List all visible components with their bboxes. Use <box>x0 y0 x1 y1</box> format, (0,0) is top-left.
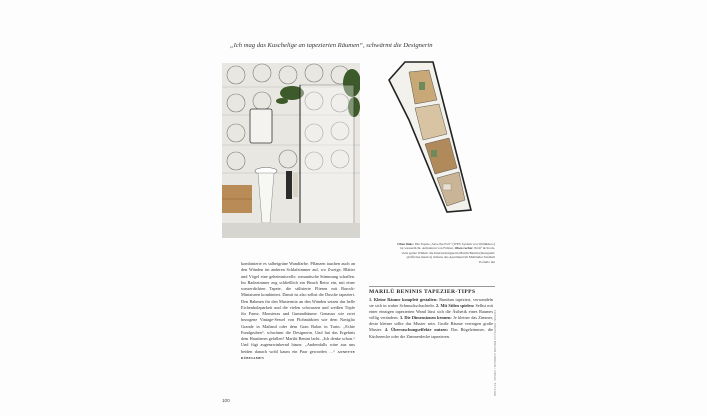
pull-quote: „Ich mag das Kuschelige an tapezierten Räumen“, schwärmt die Designerin <box>230 42 433 49</box>
tips-list <box>369 297 493 340</box>
image-caption <box>395 242 495 264</box>
tip-4-title: 4. Überraschungseffekte nutzen: <box>384 327 449 333</box>
tips-heading: MARILÙ BENINIS TAPEZIER-TIPPS <box>369 286 495 295</box>
tip-4-text: Das Bügelzimmer, die Küchenecke oder die Zimmerdecke tapezieren. <box>369 327 493 339</box>
author-signoff: ANNETTE RÜBESAMEN <box>241 349 356 360</box>
article-paragraph: kombinierte es salbeigrüne Wandfarbe. Pflanzen tauchen auch an den Wänden im anderen Schlafzimmer auf, wo Zweige, Blätter und Vögel eine geheimnisvolle, romantische Stimmung schaffen. Im Badezimmer zog schließlich ein Hauch Retro ein, mit einer wasserdichten Tapete, die stilisierte Fliesen mit Barock-Miniaturen kombiniert. Damit ist also selbst die Dusche tapeziert. Den Rahmen für den Mustermix an den Wänden setzen das helle Eichenholzparkett und die vielen schwarzen und weißen Töpfe für Farne, Monsteras und Gummibäume. Genauso wie zwei bezogene Vintage-Sessel von Flohmärkten wie dem Naviglio Grande in Mailand oder dem Gran Balon in Turin. „Echte Fundgruben“, schwärmt die Designerin. Und hat das Ergebnis dem Hausherrn gefallen? Marilù Benini lacht. „Ich denke schon.“ Und fügt augenzwinkernd hinzu: „Andernfalls wäre aus uns beiden danach wohl kaum ein Paar geworden …“ <box>241 261 355 354</box>
caption-lead-left: Oben links: <box>397 242 415 246</box>
tip-3-text: Je kleiner das Zimmer, desto kleiner sollte das Muster sein. Große Räume vertragen große Muster. <box>369 315 494 333</box>
caption-text-right: 84 m² & Stock, viele spitze Winkel: die Interiordesignerin Marilù Benini (Instagram: @officina.interior) richtete das Apartment im Mailänder Stadtteil Portello ein <box>401 246 495 264</box>
photo-credit: FOTOS: PORTELLO BRUNO GIORGIO / ODIAN, STYLING <box>493 310 497 397</box>
tip-1-title: 1. Kleine Räume komplett gestalten: <box>369 297 438 302</box>
bathroom-photo <box>222 63 360 238</box>
floor-plan <box>385 60 475 215</box>
tip-1-text: Rundum tapeziert, verwandeln sie sich in wahre Schmuckschachteln. <box>369 297 493 309</box>
tip-2-text: Selbst mit einer einzigen tapezierten Wand lässt sich die Ästhetik eines Raumes völlig verändern. <box>369 303 494 321</box>
page-number: 100 <box>222 398 230 403</box>
tip-2-title: 2. Mit Stilen spielen: <box>436 303 475 309</box>
caption-text-left: Die Tapete „Save the Fact“ (WET-System von Wall&deco) ist wasserdicht. Armaturen von Fallout. <box>400 242 495 251</box>
caption-lead-right: Oben rechts: <box>454 246 474 251</box>
tip-3-title: 3. Die Dimensionen kennen: <box>399 315 452 321</box>
article-body <box>241 261 355 361</box>
